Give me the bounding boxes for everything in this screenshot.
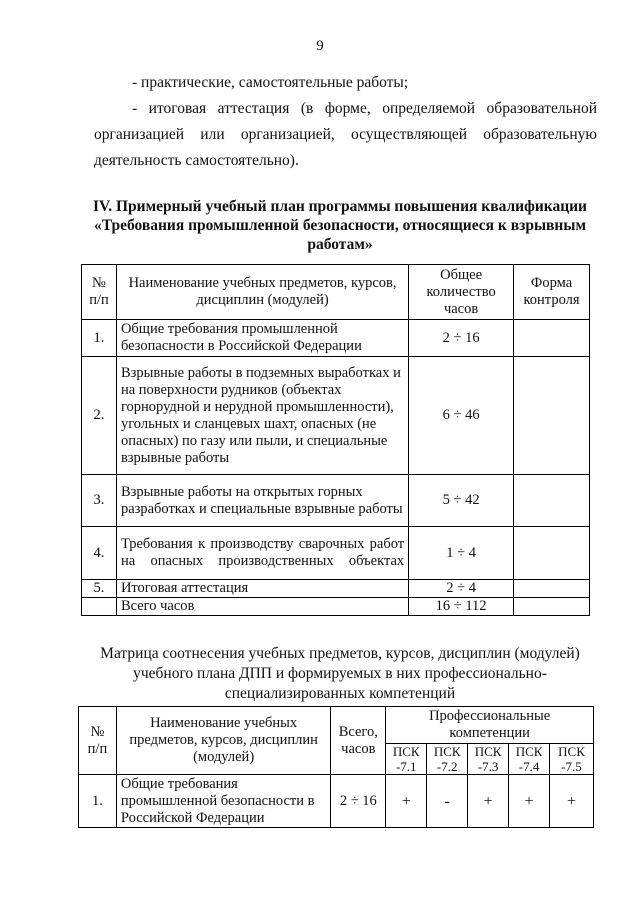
matrix-header-num: № п/п xyxy=(79,707,117,775)
table-row xyxy=(82,527,590,580)
competency-code: ПСК -7.3 xyxy=(468,744,509,775)
plan-row-name: Итоговая аттестация xyxy=(116,580,408,598)
plan-row-hours: 2 ÷ 4 xyxy=(409,580,514,598)
matrix-title-line3: специализированных компетенций xyxy=(224,685,456,702)
bullet-final-attestation-line3: деятельность самостоятельно). xyxy=(94,152,299,169)
plan-total-label: Всего часов xyxy=(116,598,408,616)
plan-total-row xyxy=(82,598,590,616)
matrix-title-line2: учебного плана ДПП и формируемых в них профессионально- xyxy=(133,665,547,682)
plan-total-hours: 16 ÷ 112 xyxy=(409,598,514,616)
table-row xyxy=(82,475,590,527)
plan-row-hours: 1 ÷ 4 xyxy=(409,527,514,580)
plan-row-num: 2. xyxy=(82,357,117,475)
table-row xyxy=(82,357,590,475)
competency-mark: + xyxy=(509,775,550,828)
competency-code: ПСК -7.1 xyxy=(386,744,427,775)
plan-row-num: 4. xyxy=(82,527,117,580)
plan-row-control xyxy=(514,475,590,527)
plan-header-row xyxy=(82,265,590,320)
plan-row-name: Общие требования промышленной безопасности в Российской Федерации xyxy=(116,320,408,357)
matrix-row-num: 1. xyxy=(79,775,117,828)
competency-mark: + xyxy=(468,775,509,828)
table-row xyxy=(79,775,594,828)
competency-mark: + xyxy=(550,775,594,828)
competency-mark: - xyxy=(427,775,468,828)
plan-row-num: 5. xyxy=(82,580,117,598)
training-plan-table xyxy=(81,264,590,616)
plan-row-num: 3. xyxy=(82,475,117,527)
competency-matrix-table xyxy=(78,706,594,828)
bullet-final-attestation-line1: - итоговая аттестация (в форме, определяемой образовательной xyxy=(132,100,597,117)
bullet-final-attestation-line2: организацией или организацией, осуществляющей образовательную xyxy=(94,126,597,143)
plan-row-name: Взрывные работы в подземных выработках и на поверхности рудников (объектах горнорудной и нерудной промышленности), угольных и сланцевых шахт, опасных (не опасных) по газу или пыли, и специальные взрывные работы xyxy=(116,357,408,475)
table-row xyxy=(82,320,590,357)
matrix-title-line1: Матрица соотнесения учебных предметов, курсов, дисциплин (модулей) xyxy=(100,645,580,662)
plan-header-name: Наименование учебных предметов, курсов, дисциплин (модулей) xyxy=(116,265,408,320)
table-row xyxy=(82,580,590,598)
plan-row-control xyxy=(514,527,590,580)
matrix-header-competencies: Профессиональные компетенции xyxy=(386,707,594,744)
matrix-row-total: 2 ÷ 16 xyxy=(331,775,386,828)
plan-header-hours: Общее количество часов xyxy=(409,265,514,320)
section-title-line1: IV. Примерный учебный план программы повышения квалификации xyxy=(93,198,587,215)
competency-mark: + xyxy=(386,775,427,828)
plan-row-control xyxy=(514,320,590,357)
matrix-header-name: Наименование учебных предметов, курсов, дисциплин (модулей) xyxy=(116,707,330,775)
competency-code: ПСК -7.5 xyxy=(550,744,594,775)
plan-row-hours: 5 ÷ 42 xyxy=(409,475,514,527)
section-title-line2: «Требования промышленной безопасности, относящиеся к взрывным xyxy=(93,217,587,234)
matrix-header-row xyxy=(79,707,594,744)
plan-row-name: Взрывные работы на открытых горных разработках и специальные взрывные работы xyxy=(116,475,408,527)
plan-header-control: Форма контроля xyxy=(514,265,590,320)
competency-code: ПСК -7.4 xyxy=(509,744,550,775)
bullet-practical-works: - практические, самостоятельные работы; xyxy=(132,74,409,91)
plan-row-control xyxy=(514,357,590,475)
plan-row-hours: 6 ÷ 46 xyxy=(409,357,514,475)
plan-row-num: 1. xyxy=(82,320,117,357)
competency-code: ПСК -7.2 xyxy=(427,744,468,775)
plan-header-num: № п/п xyxy=(82,265,117,320)
plan-row-hours: 2 ÷ 16 xyxy=(409,320,514,357)
matrix-header-total: Всего, часов xyxy=(331,707,386,775)
matrix-row-name: Общие требования промышленной безопасности в Российской Федерации xyxy=(116,775,330,828)
plan-row-control xyxy=(514,580,590,598)
section-title-line3: работам» xyxy=(307,236,373,253)
plan-row-name: Требования к производству сварочных работ на опасных производственных объектах xyxy=(116,527,408,580)
page-number: 9 xyxy=(316,38,324,54)
